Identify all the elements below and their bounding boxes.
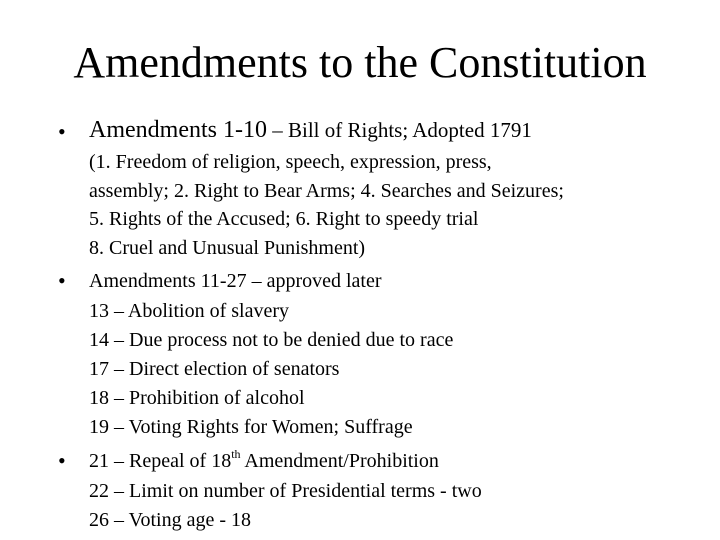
section-1-heading [89, 116, 532, 144]
section-1-line: 5. Rights of the Accused; 6. Right to speedy trial [89, 208, 479, 230]
section-3-line: 22 – Limit on number of Presidential terms - two [89, 480, 482, 502]
section-1-line: assembly; 2. Right to Bear Arms; 4. Searches and Seizures; [89, 180, 564, 202]
bullet-icon: • [58, 448, 66, 473]
section-3-heading-sup: th [231, 447, 241, 461]
section-2-line: 14 – Due process not to be denied due to race [89, 329, 454, 351]
section-1-heading-rest: – Bill of Rights; Adopted 1791 [266, 118, 532, 142]
section-3-line: 26 – Voting age - 18 [89, 509, 252, 531]
bullet-icon: • [58, 119, 66, 144]
section-1-line: 8. Cruel and Unusual Punishment) [89, 237, 366, 259]
section-3-heading [89, 447, 439, 475]
section-3-heading-post: Amendment/Prohibition [240, 450, 439, 472]
bullet-icon: • [58, 268, 66, 293]
section-3-heading-pre: 21 – Repeal of 18 [89, 450, 232, 472]
section-2-heading: Amendments 11-27 – approved later [89, 270, 382, 292]
section-2-line: 13 – Abolition of slavery [89, 300, 289, 322]
slide-title: Amendments to the Constitution [73, 38, 647, 87]
section-2-line: 17 – Direct election of senators [89, 358, 340, 380]
section-2-line: 18 – Prohibition of alcohol [89, 387, 305, 409]
section-1-line: (1. Freedom of religion, speech, expression, press, [89, 151, 492, 173]
section-2-line: 19 – Voting Rights for Women; Suffrage [89, 416, 413, 438]
section-1-heading-main: Amendments 1-10 [89, 117, 267, 143]
